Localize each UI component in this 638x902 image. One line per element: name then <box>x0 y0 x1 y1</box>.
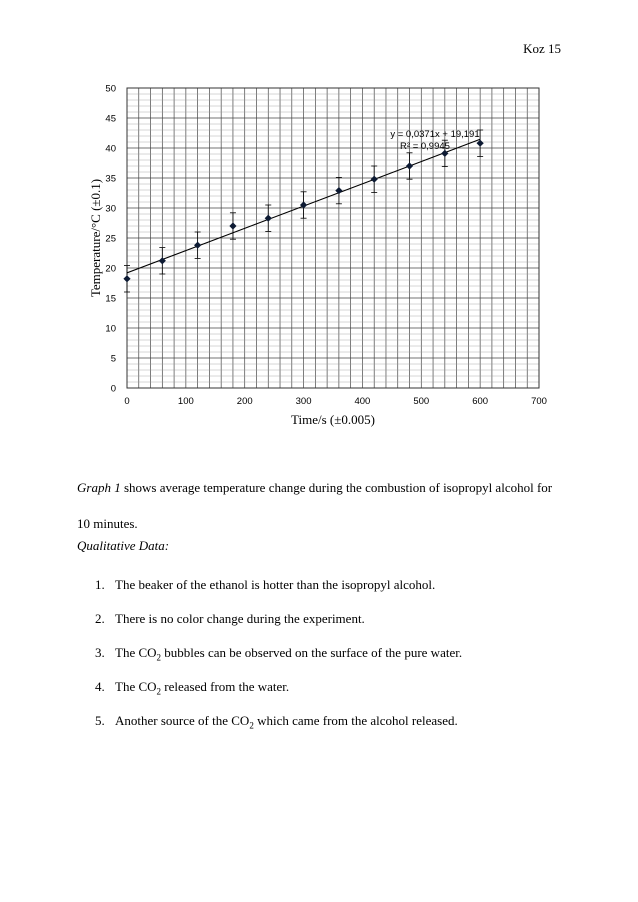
qualitative-list <box>95 568 462 738</box>
qualitative-heading: Qualitative Data: <box>77 538 170 553</box>
x-tick-label: 400 <box>354 396 371 407</box>
list-item: 3. The $CO_2$ bubbles can be observed on the surface of the pure water. <box>95 645 463 663</box>
y-tick-label: 15 <box>105 293 116 305</box>
data-point <box>371 176 378 183</box>
graph-caption-text: shows average temperature change during the combustion of isopropyl alcohol for 10 minutes. <box>77 480 553 531</box>
list-item: 2. There is no color change during the experiment. <box>95 611 365 626</box>
list-item: 1. The beaker of the ethanol is hotter than the isopropyl alcohol. <box>95 577 436 592</box>
x-tick-label: 0 <box>124 396 130 407</box>
x-tick-label: 700 <box>531 396 547 407</box>
y-axis-label: Temperature/°C (±0.1) <box>88 178 103 298</box>
x-axis-label: Time/s (±0.005) <box>291 412 375 427</box>
y-tick-label: 30 <box>105 203 116 215</box>
data-point <box>194 242 201 249</box>
y-tick-label: 5 <box>110 353 116 365</box>
y-tick-label: 35 <box>105 173 116 185</box>
data-point <box>229 222 236 229</box>
y-tick-label: 25 <box>105 233 116 245</box>
page-number-header: Koz 15 <box>523 41 561 56</box>
data-point <box>406 162 413 169</box>
x-tick-label: 200 <box>236 396 253 407</box>
y-tick-label: 20 <box>105 263 116 275</box>
x-tick-label: 300 <box>295 396 312 407</box>
graph-caption <box>77 470 567 542</box>
data-point <box>123 275 130 282</box>
trendline-equation: y = 0,0371x + 19,191 <box>390 129 480 140</box>
list-item: 5. Another source of the $CO_2$ which came from the alcohol released. <box>95 713 458 731</box>
x-tick-label: 100 <box>177 396 194 407</box>
chart-tick-labels <box>105 84 547 408</box>
trendline-r-squared: R² = 0,9945 <box>400 141 450 152</box>
y-tick-label: 0 <box>110 383 116 395</box>
y-tick-label: 50 <box>105 83 116 95</box>
x-tick-label: 500 <box>413 396 430 407</box>
list-item: 4. The $CO_2$ released from the water. <box>95 679 290 697</box>
graph-caption-title: Graph 1 <box>77 480 121 495</box>
y-tick-label: 45 <box>105 113 116 125</box>
y-tick-label: 40 <box>105 143 116 155</box>
y-tick-label: 10 <box>105 323 116 335</box>
x-tick-label: 600 <box>472 396 489 407</box>
